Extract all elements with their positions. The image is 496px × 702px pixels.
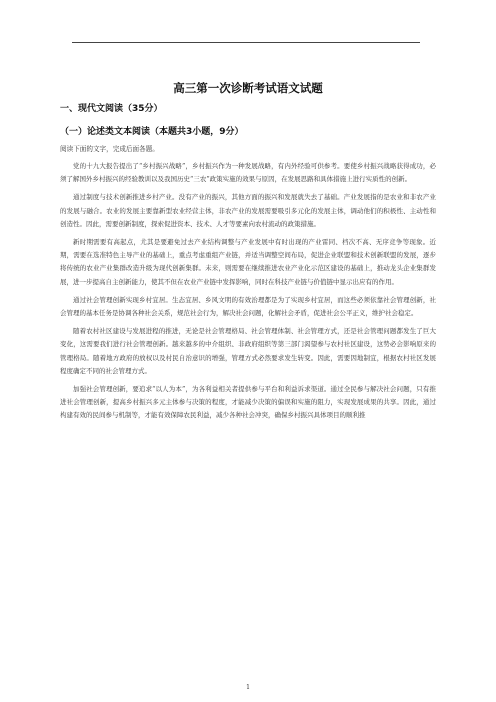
instruction-text: 阅读下面的文字，完成后面各题。 xyxy=(60,145,159,153)
section-heading: 一、现代文阅读（35分） xyxy=(60,104,163,114)
paragraph: 加强社会管理创新，要追求“以人为本”，为各利益相关者提供参与平台和利益诉求渠道。通过全民参与解决社会问题，只有推进社会管理创新，提高乡村振兴多元主体参与决策的程度，才能减少决策的偏误和实施的阻力，实现发展成果的共享。因此，通过构建有效的民间参与机制等，才能有效保障农民利益，减少各种社会冲突，确保乡村振兴具体项目的顺利推 xyxy=(60,385,436,420)
paragraph: 通过制度与技术创新推进乡村产业。没有产业的振兴，其他方面的振兴和发展就失去了基础。产业发展指的是农业和非农产业的发展与融合。农业的发展主要靠新型农业经营主体，非农产业的发展需要吸引多元化的发展主体，调动他们的积极性、主动性和创造性。因此，需要创新制度，探索促进资本、技术、人才等要素向农村流动的政策措施。 xyxy=(60,193,436,228)
paragraph: 新时期需要有高起点，尤其是要避免过去产业结构调整与产业发展中有时出现的产业雷同、档次不高、无序竞争等现象。近期，需要在选准特色主导产业的基础上，重点考虑重组产业链，并适当调整空间布局，促进企业联盟和技术创新联盟的发展，逐步将传统的农业产业集群改造升级为现代创新集群。未来，则需要在继续推进农业产业化示范区建设的基础上，推动龙头企业集群发展，进一步提高自主创新能力，使其不但在农业产业链中发挥影响，同时在科技产业链与价值链中显示出应有的作用。 xyxy=(60,238,436,286)
passage-body xyxy=(60,160,436,428)
header-rule xyxy=(72,42,420,43)
paragraph: 随着农村社区建设与发展进程的推进，无论是社会管理格局、社会管理体制、社会管理方式，还是社会管理问题都发生了巨大变化，这需要我们进行社会管理创新。越来越多的中介组织、非政府组织等第三部门渴望参与农村社区建设，这势必会影响原来的管理格局。随着地方政府的放权以及村民自治意识的增强，管理方式必然要求发生转变。因此，需要因地制宜，根据农村社区发展程度确定不同的社会管理方式。 xyxy=(60,327,436,375)
paragraph: 通过社会管理创新实现乡村宜居。生态宜居、乡风文明的有效治理都是为了实现乡村宜居，而这些必须依靠社会管理创新，社会管理的基本任务是协调各种社会关系，规范社会行为，解决社会问题，化解社会矛盾，促进社会公平正义，维护社会稳定。 xyxy=(60,295,436,318)
page-number: 1 xyxy=(246,684,250,691)
exam-title: 高三第一次诊断考试语文试题 xyxy=(173,81,323,95)
paragraph: 党的十九大报告提出了“乡村振兴战略”，乡村振兴作为一种发展战略，有内外经验可供参考。要使乡村振兴战略获得成功，必须了解国外乡村振兴的经验教训以及我国历史“三农”政策实施的效果与原因，在发展思路和具体措施上进行实质性的创新。 xyxy=(60,162,436,184)
subsection-heading: （一）论述类文本阅读（本题共3小题，9分） xyxy=(60,127,244,137)
